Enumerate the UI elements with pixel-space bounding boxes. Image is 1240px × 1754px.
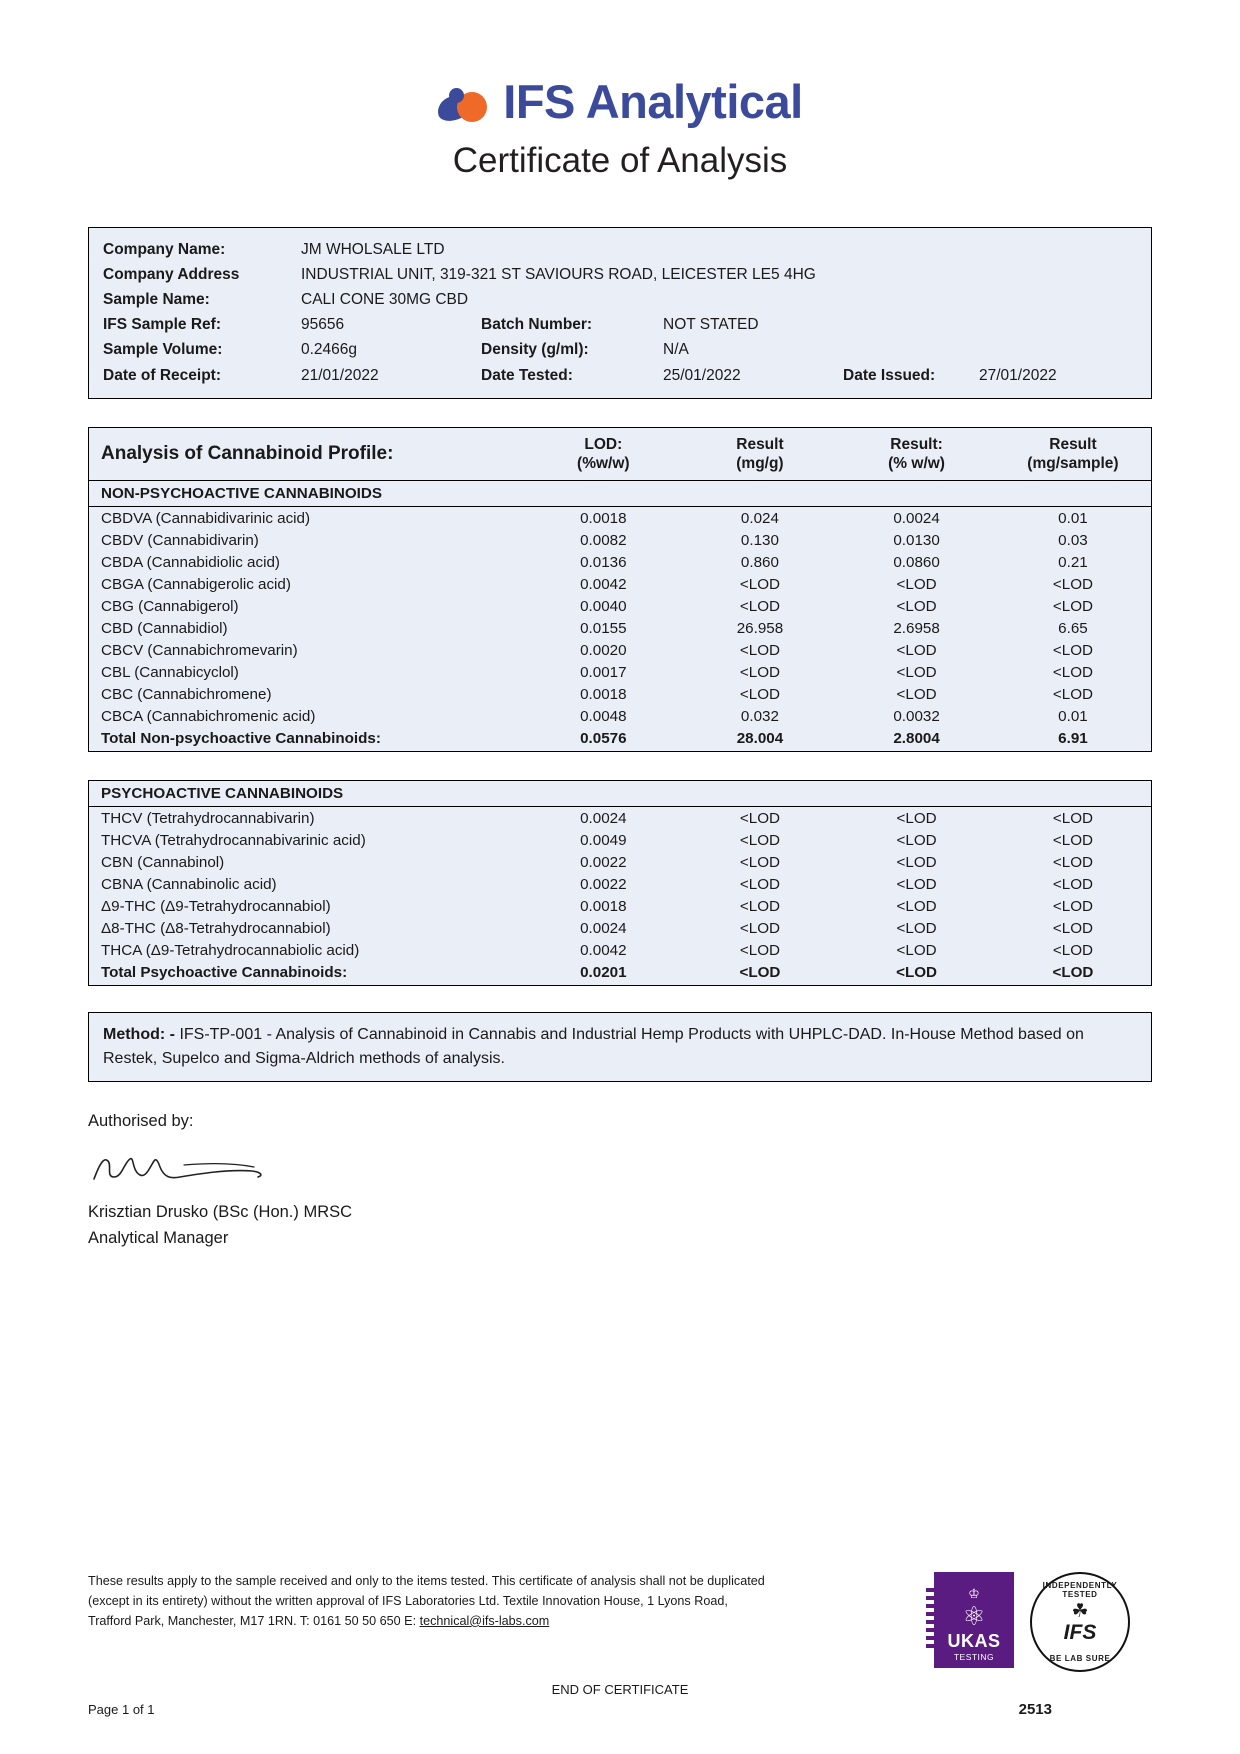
company-address-label: Company Address	[103, 266, 240, 284]
col-result-pct-line2: (% w/w)	[888, 455, 945, 473]
row-mgg: 0.032	[740, 707, 779, 725]
sample-volume-label: Sample Volume:	[103, 341, 223, 359]
ukas-symbol-icon: ⚛	[962, 1601, 986, 1631]
row-lod: 0.0018	[580, 897, 627, 915]
row-lod: 0.0155	[580, 619, 627, 637]
table-row	[89, 895, 1152, 917]
total-lod: 0.0201	[580, 964, 627, 982]
density-label: Density (g/ml):	[481, 341, 589, 359]
row-mgg: <LOD	[682, 807, 839, 830]
method-box	[88, 1012, 1152, 1081]
row-mgsample: <LOD	[995, 807, 1152, 830]
signatory-role: Analytical Manager	[88, 1228, 229, 1247]
row-name: CBNA (Cannabinolic acid)	[101, 875, 277, 893]
method-label: Method: -	[103, 1026, 175, 1044]
col-result-pct-line1: Result:	[890, 435, 943, 453]
row-name: CBN (Cannabinol)	[101, 853, 225, 871]
col-lod	[525, 427, 682, 481]
row-mgsample: <LOD	[1052, 685, 1093, 703]
row-mgg: <LOD	[739, 897, 780, 915]
page-number: Page 1 of 1	[88, 1702, 155, 1717]
ukas-logo-icon	[934, 1572, 1014, 1668]
table-row	[89, 917, 1152, 939]
date-issued-label: Date Issued:	[843, 366, 936, 384]
row-lod: 0.0136	[580, 553, 627, 571]
row-mgg: 0.130	[740, 531, 779, 549]
row-lod: 0.0018	[525, 507, 682, 530]
col-result-mgg-line1: Result	[736, 435, 784, 453]
signatory-name: Krisztian Drusko (BSc (Hon.) MRSC	[88, 1202, 353, 1221]
sample-info-box	[88, 227, 1152, 399]
col-result-mgg-line2: (mg/g)	[736, 455, 784, 473]
date-tested-label: Date Tested:	[481, 366, 573, 384]
row-pct: 2.6958	[893, 619, 940, 637]
col-lod-line2: (%w/w)	[577, 455, 630, 473]
date-issued-value: 27/01/2022	[979, 366, 1057, 384]
row-name: CBL (Cannabicyclol)	[101, 663, 239, 681]
logo-text: IFS Analytical	[503, 75, 803, 128]
row-name: CBC (Cannabichromene)	[101, 685, 272, 703]
company-name-value: JM WHOLSALE LTD	[301, 241, 445, 258]
row-lod: 0.0022	[580, 875, 627, 893]
table-row	[89, 551, 1152, 573]
brand-header	[88, 0, 1152, 128]
row-pct: <LOD	[896, 685, 937, 703]
table-row	[89, 873, 1152, 895]
contact-email-link[interactable]: technical@ifs-labs.com	[419, 1613, 550, 1628]
ifs-sample-ref-value: 95656	[301, 316, 345, 334]
row-pct: <LOD	[896, 575, 937, 593]
footer-disclaimer	[88, 1572, 765, 1632]
row-pct: 0.0032	[893, 707, 940, 725]
table-row	[89, 529, 1152, 551]
sample-volume-value: 0.2466g	[301, 341, 358, 359]
ifs-sample-ref-label: IFS Sample Ref:	[103, 316, 221, 334]
row-name: CBD (Cannabidiol)	[101, 619, 228, 637]
row-mgg: <LOD	[739, 663, 780, 681]
row-mgsample: <LOD	[1052, 641, 1093, 659]
row-pct: <LOD	[838, 807, 995, 830]
total-label: Total Non-psychoactive Cannabinoids:	[101, 730, 381, 748]
ifs-seal-icon	[1030, 1572, 1130, 1672]
row-lod: 0.0049	[580, 831, 627, 849]
row-mgsample: <LOD	[1052, 575, 1093, 593]
total-mgg: <LOD	[739, 964, 781, 982]
non-psychoactive-table-wrap	[88, 427, 1152, 753]
company-name-label: Company Name:	[103, 241, 226, 258]
col-result-mgg	[682, 427, 839, 481]
row-mgsample: 0.21	[1058, 553, 1088, 571]
analysis-title: Analysis of Cannabinoid Profile:	[101, 443, 394, 465]
table-row	[89, 507, 1152, 530]
row-mgg: 0.860	[740, 553, 779, 571]
row-name: CBDV (Cannabidivarin)	[101, 531, 259, 549]
page-title: Certificate of Analysis	[452, 141, 788, 180]
disclaimer-line-2: (except in its entirety) without the written approval of IFS Laboratories Ltd. Textile Innovation House, 1 Lyons Road,	[88, 1593, 728, 1608]
info-row-company-name	[103, 237, 1137, 262]
ukas-name: UKAS	[947, 1631, 1001, 1651]
info-row-company-address	[103, 262, 1137, 287]
ifs-logo-icon	[437, 80, 493, 124]
seal-center-text: IFS	[1063, 1620, 1097, 1644]
disclaimer-line-3	[88, 1612, 765, 1632]
row-mgg: 0.024	[682, 507, 839, 530]
total-pct: <LOD	[896, 964, 938, 982]
row-mgsample: 0.01	[1058, 707, 1088, 725]
col-result-pct	[838, 427, 995, 481]
row-name: CBCA (Cannabichromenic acid)	[101, 707, 316, 725]
row-pct: <LOD	[896, 897, 937, 915]
row-mgg: <LOD	[739, 831, 780, 849]
end-of-certificate: END OF CERTIFICATE	[551, 1682, 689, 1697]
row-mgg: <LOD	[739, 853, 780, 871]
col-result-mgsample	[995, 427, 1152, 481]
psychoactive-table-wrap	[88, 780, 1152, 986]
table-row	[89, 851, 1152, 873]
row-pct: 0.0860	[893, 553, 940, 571]
row-pct: <LOD	[896, 853, 937, 871]
row-lod: 0.0017	[580, 663, 627, 681]
row-lod: 0.0024	[580, 919, 627, 937]
table-row	[89, 661, 1152, 683]
row-lod: 0.0018	[580, 685, 627, 703]
company-address-value: INDUSTRIAL UNIT, 319-321 ST SAVIOURS ROAD, LEICESTER LE5 4HG	[301, 266, 816, 284]
row-mgsample: <LOD	[1052, 853, 1093, 871]
total-mgsample: 6.91	[1058, 730, 1088, 748]
row-pct: 0.0130	[893, 531, 940, 549]
date-of-receipt-label: Date of Receipt:	[103, 366, 221, 384]
group-label-psychoactive: PSYCHOACTIVE CANNABINOIDS	[101, 785, 344, 803]
row-lod: 0.0024	[525, 807, 682, 830]
total-row-non-psychoactive	[89, 727, 1152, 752]
group-header-psychoactive	[89, 781, 1152, 807]
row-name: Δ8-THC (Δ8-Tetrahydrocannabiol)	[101, 919, 331, 937]
ukas-subtitle: TESTING	[953, 1652, 995, 1662]
row-pct: <LOD	[896, 941, 937, 959]
date-tested-value: 25/01/2022	[663, 366, 741, 384]
table-row	[89, 939, 1152, 961]
info-row-dates	[103, 363, 1137, 388]
table-row	[89, 683, 1152, 705]
col-lod-line1: LOD:	[584, 435, 623, 453]
table-row	[89, 829, 1152, 851]
row-mgsample: <LOD	[1052, 919, 1093, 937]
row-lod: 0.0020	[580, 641, 627, 659]
table-row	[89, 639, 1152, 661]
total-mgsample: <LOD	[1052, 964, 1094, 982]
row-pct: 0.0024	[838, 507, 995, 530]
row-name: THCV (Tetrahydrocannabivarin)	[89, 807, 526, 830]
col-result-mgsample-line1: Result	[1049, 435, 1097, 453]
table-row	[89, 595, 1152, 617]
row-mgg: <LOD	[739, 941, 780, 959]
signature-image	[88, 1137, 1152, 1199]
row-mgg: <LOD	[739, 685, 780, 703]
table-row	[89, 573, 1152, 595]
row-mgg: <LOD	[739, 641, 780, 659]
total-row-psychoactive	[89, 961, 1152, 986]
disclaimer-line-3-text: Trafford Park, Manchester, M17 1RN. T: 0161 50 50 650 E:	[88, 1613, 420, 1628]
total-pct: 2.8004	[893, 730, 940, 748]
row-mgsample: <LOD	[1052, 941, 1093, 959]
col-result-mgsample-line2: (mg/sample)	[1027, 455, 1119, 473]
row-name: Δ9-THC (Δ9-Tetrahydrocannabiol)	[101, 897, 331, 915]
ukas-crown-icon: ♔	[968, 1586, 980, 1601]
row-name: CBDA (Cannabidiolic acid)	[101, 553, 280, 571]
row-mgsample: <LOD	[1052, 875, 1093, 893]
info-row-sample-volume	[103, 337, 1137, 362]
table-row	[89, 617, 1152, 639]
row-mgg: <LOD	[739, 597, 780, 615]
row-name: CBCV (Cannabichromevarin)	[101, 641, 298, 659]
seal-bottom-text: BE LAB SURE	[1049, 1654, 1111, 1663]
row-pct: <LOD	[896, 663, 937, 681]
row-name: CBDVA (Cannabidivarinic acid)	[89, 507, 526, 530]
row-mgsample: 0.01	[995, 507, 1152, 530]
group-header-non-psychoactive	[89, 481, 1152, 507]
group-label-non-psychoactive: NON-PSYCHOACTIVE CANNABINOIDS	[89, 481, 526, 507]
row-pct: <LOD	[896, 919, 937, 937]
date-of-receipt-value: 21/01/2022	[301, 366, 379, 384]
page-footer	[88, 1572, 1152, 1718]
psychoactive-cannabinoids-table	[88, 780, 1152, 986]
row-mgsample: 6.65	[1058, 619, 1088, 637]
row-mgg: <LOD	[739, 875, 780, 893]
row-pct: <LOD	[896, 875, 937, 893]
total-mgg: 28.004	[736, 730, 784, 748]
disclaimer-line-1: These results apply to the sample received and only to the items tested. This certificate of analysis shall not be duplicated	[88, 1574, 765, 1588]
certificate-number: 2513	[1018, 1701, 1052, 1718]
sample-name-value: CALI CONE 30MG CBD	[301, 291, 469, 309]
row-name: CBGA (Cannabigerolic acid)	[101, 575, 291, 593]
row-lod: 0.0082	[580, 531, 627, 549]
total-label: Total Psychoactive Cannabinoids:	[101, 964, 348, 982]
page-bar	[88, 1701, 1152, 1718]
row-mgg: <LOD	[739, 919, 780, 937]
method-text: IFS-TP-001 - Analysis of Cannabinoid in Cannabis and Industrial Hemp Products with UHPLC-DAD. In-House Method based on Restek, Supelco and Sigma-Aldrich methods of analysis.	[103, 1026, 1084, 1067]
row-mgsample: <LOD	[1052, 897, 1093, 915]
seal-top-text: INDEPENDENTLY TESTED	[1042, 1581, 1118, 1599]
row-lod: 0.0042	[580, 941, 627, 959]
row-mgsample: <LOD	[1052, 597, 1093, 615]
table-header-row	[89, 427, 1152, 481]
row-lod: 0.0048	[580, 707, 627, 725]
batch-number-value: NOT STATED	[663, 316, 759, 334]
row-pct: <LOD	[896, 831, 937, 849]
sample-name-label: Sample Name:	[103, 291, 210, 309]
info-row-sample-name	[103, 287, 1137, 312]
row-name: THCVA (Tetrahydrocannabivarinic acid)	[101, 831, 366, 849]
row-lod: 0.0040	[580, 597, 627, 615]
row-mgg: 26.958	[736, 619, 784, 637]
info-row-sample-ref	[103, 312, 1137, 337]
row-name: CBG (Cannabigerol)	[101, 597, 239, 615]
row-mgg: <LOD	[739, 575, 780, 593]
row-lod: 0.0022	[580, 853, 627, 871]
accreditation-marks	[934, 1572, 1152, 1672]
total-lod: 0.0576	[580, 730, 627, 748]
table-row	[89, 807, 1152, 830]
row-pct: <LOD	[896, 597, 937, 615]
row-lod: 0.0042	[580, 575, 627, 593]
authorised-by-label: Authorised by:	[88, 1111, 194, 1130]
density-value: N/A	[663, 341, 689, 359]
batch-number-label: Batch Number:	[481, 316, 593, 334]
row-mgsample: <LOD	[1052, 831, 1093, 849]
row-mgsample: <LOD	[1052, 663, 1093, 681]
seal-leaf-icon: ☘	[1071, 1600, 1089, 1622]
cannabinoid-profile-table	[88, 427, 1152, 753]
row-mgsample: 0.03	[1058, 531, 1088, 549]
row-pct: <LOD	[896, 641, 937, 659]
row-name: THCA (Δ9-Tetrahydrocannabiolic acid)	[101, 941, 360, 959]
table-row	[89, 705, 1152, 727]
